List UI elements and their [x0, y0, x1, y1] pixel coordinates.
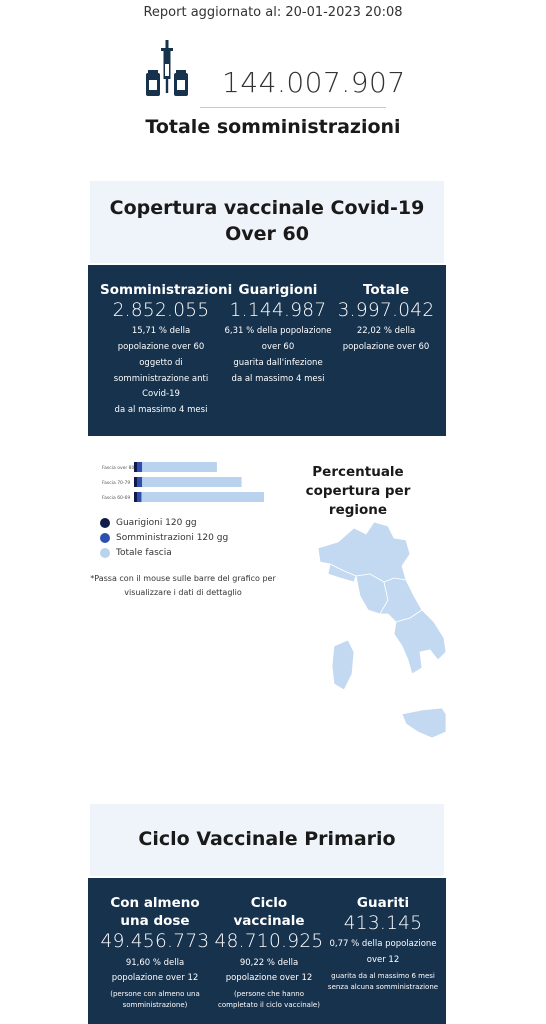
- stat-value: 413.145: [343, 913, 423, 935]
- stat-description: 6,31 % della popolazione over 60 guarita dall'infezione da al massimo 4 mesi: [224, 326, 332, 384]
- stat-almeno-una-dose: [98, 894, 212, 1024]
- legend-swatch: [100, 548, 110, 558]
- stat-description: 0,77 % della popolazione over 12: [329, 939, 437, 966]
- bar-category-label: Fascia 60-69: [102, 496, 131, 501]
- stat-title: Ciclo vaccinale: [233, 895, 305, 930]
- stat-title: Con almeno una dose: [110, 895, 200, 930]
- legend-item: [100, 515, 228, 530]
- bar-segment[interactable]: [134, 477, 137, 487]
- bar-segment[interactable]: [137, 462, 142, 472]
- legend-label: Guarigioni 120 gg: [116, 517, 197, 528]
- total-administrations-value: 144.007.907: [222, 66, 406, 99]
- stat-guarigioni: [222, 281, 334, 436]
- italy-regions-map[interactable]: [310, 518, 446, 748]
- primary-cycle-section-header: [90, 804, 444, 876]
- bar-segment[interactable]: [142, 477, 241, 487]
- stat-note: (persone con almeno una somministrazione): [110, 990, 200, 1010]
- bar-segment[interactable]: [137, 477, 142, 487]
- chart-hint: *Passa con il mouse sulle barre del grafico per visualizzare i dati di dettaglio: [90, 574, 276, 597]
- legend-label: Totale fascia: [116, 547, 172, 558]
- region-shapes[interactable]: [318, 522, 446, 738]
- total-administrations-block: [140, 38, 406, 108]
- divider: [200, 107, 386, 108]
- stat-title: Guariti: [356, 895, 410, 911]
- bar-segment[interactable]: [141, 492, 264, 502]
- stat-value: 3.997.042: [337, 300, 435, 322]
- over60-stats-panel: [88, 265, 446, 436]
- primary-cycle-stats-panel: [88, 878, 446, 1024]
- legend-item: [100, 545, 228, 560]
- stat-totale: [334, 281, 438, 436]
- primary-cycle-title: Ciclo Vaccinale Primario: [138, 828, 396, 851]
- legend-item: [100, 530, 228, 545]
- map-region-sardinia[interactable]: [332, 640, 354, 690]
- map-title: Percentuale copertura per regione: [305, 464, 411, 518]
- legend-swatch: [100, 533, 110, 543]
- stat-title: Somministrazioni: [100, 282, 233, 298]
- legend-swatch: [100, 518, 110, 528]
- report-updated-date: Report aggiornato al: 20-01-2023 20:08: [143, 5, 403, 20]
- syringe-vials-icon: [144, 40, 190, 96]
- stat-value: 2.852.055: [112, 300, 210, 322]
- stat-value: 1.144.987: [229, 300, 327, 322]
- over60-section-header: [90, 181, 444, 263]
- bar-category-label: Fascia 70-79: [102, 481, 131, 486]
- stat-description: 22,02 % della popolazione over 60: [342, 326, 430, 353]
- chart-legend: [100, 515, 228, 560]
- stat-value: 48.710.925: [214, 931, 324, 953]
- bar-segment[interactable]: [134, 462, 137, 472]
- bar-segment[interactable]: [137, 492, 141, 502]
- stat-ciclo-vaccinale: [212, 894, 326, 1024]
- bar-segment[interactable]: [142, 462, 217, 472]
- total-administrations-label: Totale somministrazioni: [145, 116, 401, 138]
- stat-description: 90,22 % della popolazione over 12: [225, 957, 313, 984]
- over60-section-title: Copertura vaccinale Covid-19 Over 60: [109, 197, 425, 245]
- stat-value: 49.456.773: [100, 931, 210, 953]
- bar-segment[interactable]: [134, 492, 137, 502]
- age-band-bar-chart[interactable]: [100, 458, 270, 506]
- stat-somministrazioni: [100, 281, 233, 436]
- stat-description: 91,60 % della popolazione over 12: [111, 957, 199, 984]
- stat-note: (persone che hanno completato il ciclo vaccinale): [218, 990, 320, 1010]
- stat-title: Totale: [362, 282, 410, 298]
- bar-category-label: Fascia over 80: [102, 466, 135, 471]
- stat-guariti: [326, 894, 440, 1024]
- legend-label: Somministrazioni 120 gg: [116, 532, 229, 543]
- stat-note: guarita da al massimo 6 mesi senza alcuna somministrazione: [327, 971, 439, 992]
- stat-title: Guarigioni: [238, 282, 318, 298]
- stat-description: 15,71 % della popolazione over 60 oggetto di somministrazione anti Covid-19 da al massimo 4 mesi: [113, 326, 209, 415]
- map-region-sicily[interactable]: [402, 708, 446, 738]
